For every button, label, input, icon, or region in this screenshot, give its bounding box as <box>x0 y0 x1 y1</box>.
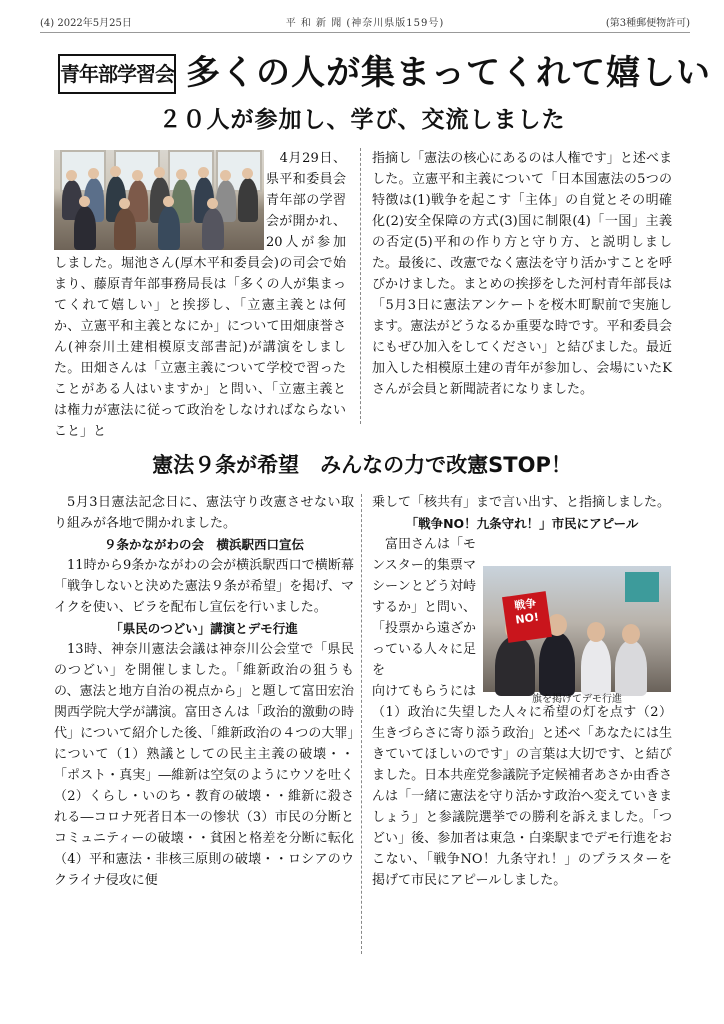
article1-body-right: 指摘し「憲法の核心にあるのは人権です」と述べました。立憲平和主義について「日本国憲法の5つの特徴は(1)戦争を起こす「主体」の自覚とその明確化(2)安全保障の方式(3)国に制限(4)「一国」主義の否定(5)平和の作り方と守り方、と説明しました。最後に、改憲でなく憲法を守り活かすことを呼びかけました。まとめの挨拶をした河村青年部長は「5月3日に憲法アンケートを桜木町駅前で実施します。憲法がどうなるか重要な時です。平和委員会にもぜひ加入をしてください」と結びました。最近加入した相模原土建の青年が参加し、会場にいたKさんが会員と新聞読者になりました。 <box>372 151 672 397</box>
newspaper-title: 平 和 新 聞 (神奈川県版159号) <box>285 18 445 29</box>
article2-para-appeal-b: 向けてもらうには（1）政治に失望した人々に希望の灯を点す（2）生きづらさに寄り添う政治」と述べ「あなたには生きていてほしいのです」の言葉は大切です、と結びました。日本共産党参議院予定候補者あさか由香さんは「一緒に憲法を守り活かす政治へ変えていきましょう」と参議院選挙での勝利を訴えました。「つどい」後、参加者は東急・白楽駅までデモ行進をおこない、「戦争NO！九条守れ！」のプラスターを掲げて市民にアピールしました。 <box>372 684 672 888</box>
article2-para-kenmin: 13時、神奈川憲法会議は神奈川公会堂で「県民のつどい」を開催しました。「維新政治の狙うもの、憲法と地方自治の視点から」と題して富田宏治関西学院大学が講演。富田さんは「政治的激動の時代」について紹介した後、「維新政治の４つの大罪」について（1）熟議としての民主主義の破壊・・「ポスト・真実」―維新は空気のようにウソを吐く（2）くらし・いのち・教育の破壊・・維新に殺される―コロナ死者日本一の惨状（3）市民の分断とコミュニティーの破壊・・貧困と格差を分断に転化（4）平和憲法・非核三原則の破壊・・ロシアのウクライナ侵攻に便 <box>54 642 354 888</box>
photo-caption: 旗を掲げてデモ行進 <box>532 694 622 705</box>
photo-person <box>495 636 535 696</box>
article1-headline: 多くの人が集まってくれて嬉しい <box>186 53 711 93</box>
postal-permit: (第3種郵便物許可) <box>605 18 690 29</box>
column-divider <box>360 148 361 424</box>
article2-para-yokohama: 11時から9条かながわの会が横浜駅西口で横断幕「戦争しないと決めた憲法９条が希望」を掲げ、マイクを使い、ビラを配布し宣伝を行いました。 <box>54 558 354 615</box>
photo-flag <box>625 572 659 602</box>
article1-subhead: ２０人が参加し、学び、交流しました <box>158 107 566 133</box>
photo-head <box>622 624 640 644</box>
article2-right-column <box>372 492 672 958</box>
photo-spacer <box>54 148 266 253</box>
article2-intro: 5月3日憲法記念日に、憲法守り改憲させない取り組みが各地で開かれました。 <box>54 495 354 531</box>
photo-person <box>581 638 611 696</box>
article1-right-column <box>372 148 672 424</box>
article2-headline: 憲法９条が希望 みんなの力で改憲STOP！ <box>152 453 572 477</box>
page-number-date: (4) 2022年5月25日 <box>40 18 132 29</box>
article1-left-column <box>54 148 346 439</box>
article2-right-top: 乗して「核共有」まで言い出す、と指摘しました。 <box>372 495 670 510</box>
demo-photo <box>483 566 671 692</box>
article1-body-left: 4月29日、県平和委員会青年部の学習会が開かれ、20人が参加しました。堀池さん(厚木平和委員会)の司会で始まり、藤原青年部事務局長は「多くの人が集まってくれて嬉しい」と挨拶し、「立憲主義とは何か、立憲平和主義となにか」について田畑康誉さん(神奈川土建相模原支部書記)が講演をしました。田畑さんは「立憲主義について学校で習ったことがある人はいますか」と問い、「立憲主義とは権力が憲法に従って政治をしなければならないこと」と <box>54 151 346 439</box>
article2-para-appeal-a: 富田さんは「モンスター的集票マシーンとどう対峙するか」と問い、「投票から遠ざかっている人々に足を <box>372 537 477 678</box>
subheading-yokohama: ９条かながわの会 横浜駅西口宣伝 <box>103 537 304 552</box>
photo-head <box>587 622 605 642</box>
subheading-appeal: 「戦争NO！九条守れ！」市民にアピール <box>405 516 639 531</box>
photo-person <box>615 640 647 696</box>
subheading-kenmin: 「県民のつどい」講演とデモ行進 <box>110 621 298 636</box>
section-tag: 青年部学習会 <box>58 54 176 94</box>
photo-person <box>539 632 575 696</box>
article2-left-column <box>54 492 354 958</box>
masthead <box>40 16 690 33</box>
protest-sign: 戦争NO! <box>502 591 552 643</box>
column-divider <box>361 494 362 954</box>
